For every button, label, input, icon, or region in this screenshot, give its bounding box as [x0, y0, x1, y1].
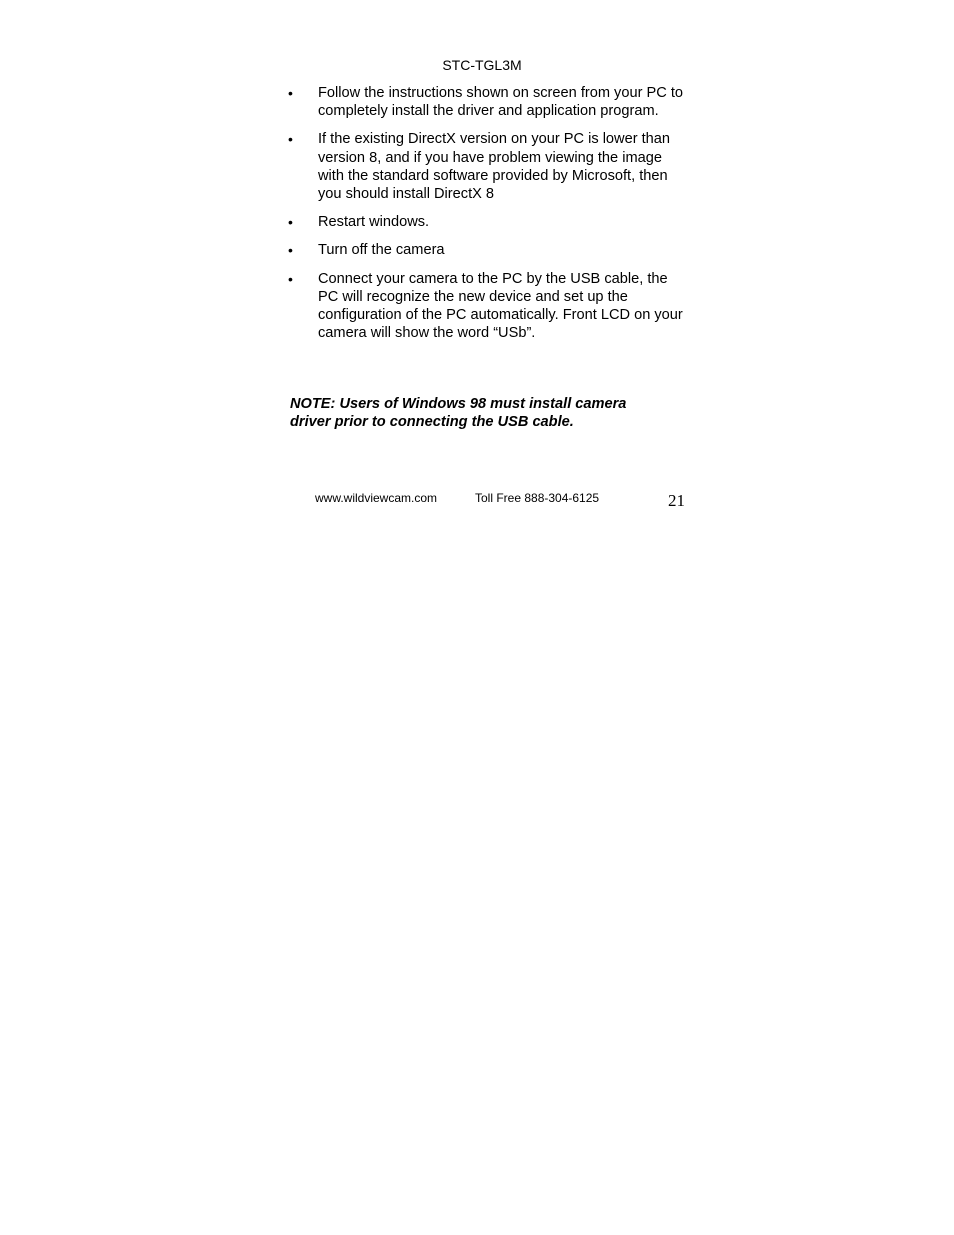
- instruction-list: [288, 84, 688, 352]
- list-item: [288, 241, 688, 259]
- page-number: 21: [668, 491, 685, 510]
- list-item: [288, 84, 688, 120]
- list-item-text: Connect your camera to the PC by the USB cable, the PC will recognize the new device and set up the configuration of the PC automatically. Front LCD on your camera will show the word “USb”.: [318, 270, 683, 342]
- bullet-icon: •: [288, 214, 293, 231]
- list-item-text: Follow the instructions shown on screen from your PC to completely install the driver and application program.: [318, 85, 684, 120]
- windows98-note: NOTE: Users of Windows 98 must install camera driver prior to connecting the USB cable.: [290, 396, 627, 431]
- list-item: [288, 270, 688, 343]
- list-item: [288, 213, 688, 231]
- footer-phone: Toll Free 888-304-6125: [475, 491, 600, 505]
- list-item: [288, 130, 688, 203]
- list-item-text: If the existing DirectX version on your PC is lower than version 8, and if you have problem viewing the image with the standard software provided by Microsoft, then you should install DirectX 8: [318, 131, 671, 203]
- bullet-icon: •: [288, 131, 293, 148]
- bullet-icon: •: [288, 270, 293, 287]
- page-header-model: STC-TGL3M: [442, 57, 522, 73]
- bullet-icon: •: [288, 242, 293, 259]
- list-item-text: Restart windows.: [318, 214, 430, 231]
- footer-website: www.wildviewcam.com: [315, 491, 438, 505]
- bullet-icon: •: [288, 85, 293, 101]
- list-item-text: Turn off the camera: [318, 242, 445, 259]
